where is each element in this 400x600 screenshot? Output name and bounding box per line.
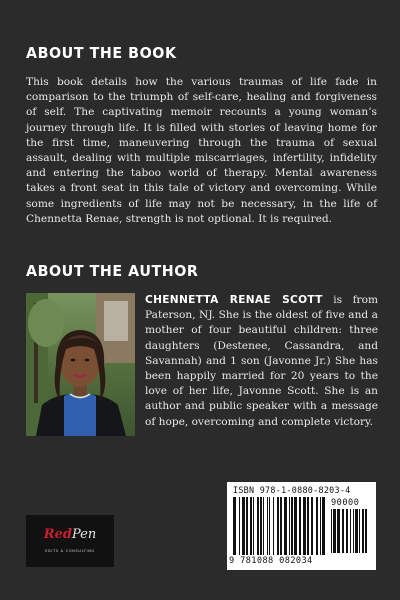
barcode-bar <box>267 497 268 555</box>
about-author-heading: ABOUT THE AUTHOR <box>26 262 199 280</box>
barcode-bar <box>269 497 270 555</box>
barcode-bar <box>303 497 306 555</box>
barcode-bar <box>257 497 259 555</box>
author-bio <box>145 293 378 430</box>
ean-barcode-bars <box>233 497 327 557</box>
barcode-bar <box>359 509 360 553</box>
publisher-logo-red: Red <box>43 527 72 542</box>
barcode-bar <box>307 497 309 555</box>
barcode-bar <box>273 497 274 555</box>
barcode-bar <box>299 497 301 555</box>
isbn-label: ISBN 978-1-0880-8203-4 <box>233 485 351 495</box>
barcode-bar <box>353 509 354 553</box>
barcode-bar <box>362 509 364 553</box>
barcode-bar <box>331 509 332 553</box>
publisher-logo-white: Pen <box>71 527 97 542</box>
barcode-bar <box>346 509 348 553</box>
author-bio-text: is from Paterson, NJ. She is the oldest of five and a mother of four beautiful children: three daughters (Destenee, Cassandra, and Savannah) and 1 son (Javonne Jr.) She has been happily married for 20 years to the love of her life, Javonne Scott. She is an author and public speaker with a message of hope, overcoming and complete victory. <box>145 294 378 428</box>
about-book-text: This book details how the various traumas of life fade in comparison to the triumph of self-care, healing and forgiveness of self. The captivating memoir recounts a young woman’s journey through life. It is filled with stories of leaving home for the first time, maneuvering through the trauma of sexual assault, dealing with multiple miscarriages, infertility, infidelity and entering the taboo world of therapy. Mental awareness takes a front seat in this tale of victory and overcoming. While some ingredients of life may not be necessary, in the life of Chennetta Renae, strength is not optional. It is required. <box>26 76 377 225</box>
barcode-bar <box>350 509 351 553</box>
publisher-logo <box>26 515 114 567</box>
barcode-bar <box>284 497 287 555</box>
barcode-bar <box>365 509 367 553</box>
barcode-bar <box>294 497 297 555</box>
barcode-bar <box>280 497 282 555</box>
barcode-bar <box>342 509 344 553</box>
barcode-bar <box>355 509 358 553</box>
barcode-bar <box>320 497 321 555</box>
barcode-bar <box>311 497 313 555</box>
barcode-bar <box>260 497 262 555</box>
barcode-bar <box>242 497 245 555</box>
author-name: CHENNETTA RENAE SCOTT <box>145 294 323 306</box>
barcode-bar <box>233 497 236 555</box>
barcode-bar <box>316 497 318 555</box>
about-book-heading: ABOUT THE BOOK <box>26 44 177 62</box>
isbn-barcode <box>227 482 376 570</box>
barcode-bar <box>263 497 264 555</box>
author-photo <box>26 293 135 436</box>
barcode-bar <box>333 509 336 553</box>
barcode-bar <box>253 497 254 555</box>
publisher-logo-wordmark <box>26 527 114 542</box>
barcode-bar <box>239 497 240 555</box>
publisher-logo-tagline: EDITS & CONSULTING <box>45 549 95 553</box>
barcode-bar <box>291 497 293 555</box>
barcode-bar <box>322 497 325 555</box>
price-code: 90000 <box>331 498 360 508</box>
barcode-bar <box>250 497 252 555</box>
barcode-bar <box>337 509 340 553</box>
ean-digits: 9 781088 082034 <box>229 556 313 566</box>
barcode-bar <box>246 497 248 555</box>
author-photo-image <box>26 293 135 436</box>
barcode-bar <box>277 497 279 555</box>
barcode-bar <box>289 497 290 555</box>
price-barcode-bars <box>331 509 371 567</box>
